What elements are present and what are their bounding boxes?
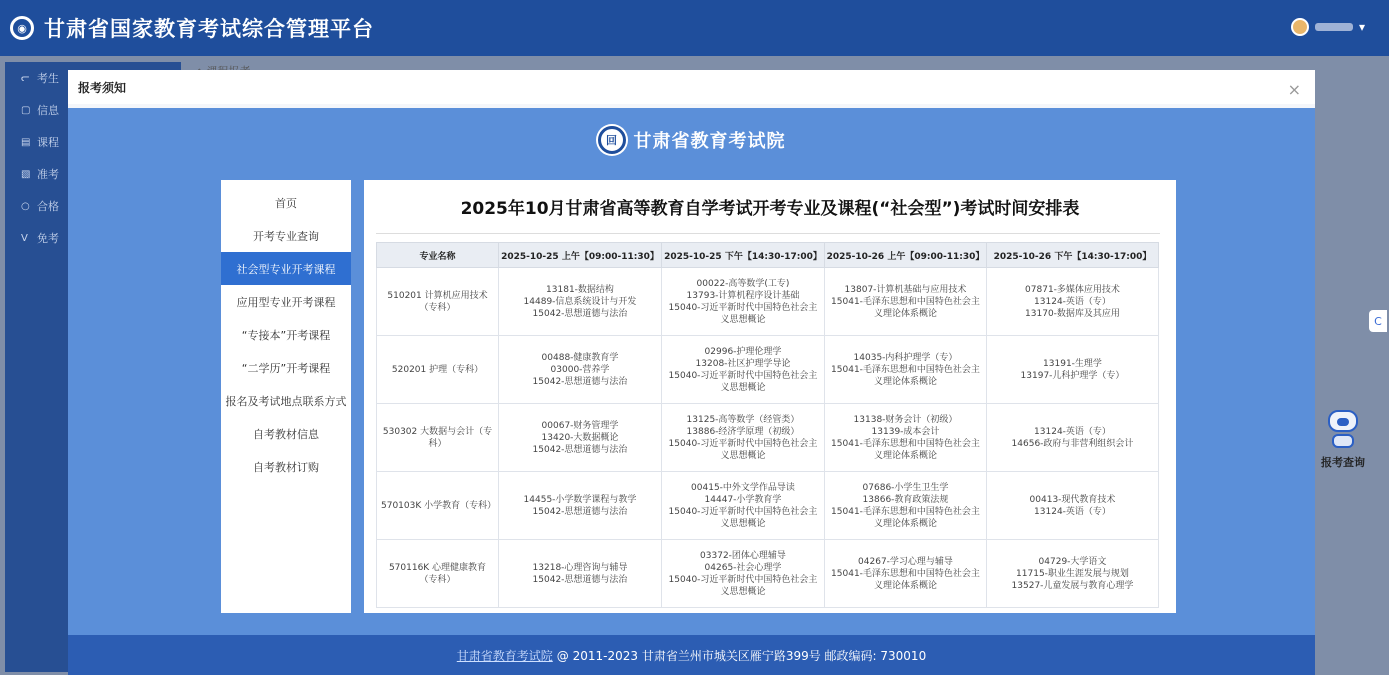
modal-body <box>68 108 1315 675</box>
course-line: 13124-英语（专） <box>1034 426 1111 437</box>
course-line: 15042-思想道德与法治 <box>532 574 628 585</box>
content-panel <box>364 180 1176 613</box>
nav-item[interactable]: 社会型专业开考课程 <box>221 252 351 285</box>
app-header <box>0 0 1389 56</box>
course-line: 13527-儿童发展与教育心理学 <box>1011 580 1134 591</box>
course-line: 00488-健康教育学 <box>541 352 619 363</box>
nav-item[interactable]: “专接本”开考课程 <box>241 328 331 342</box>
course-line: 13197-儿科护理学（专） <box>1020 370 1125 381</box>
course-cell <box>662 268 825 336</box>
course-line: 15040-习近平新时代中国特色社会主义思想概论 <box>668 302 818 325</box>
course-line: 11715-职业生涯发展与规划 <box>1016 568 1129 579</box>
sidebar-item-icon: ▤ <box>21 136 31 148</box>
course-line: 13139-成本会计 <box>871 426 940 437</box>
course-line: 15042-思想道德与法治 <box>532 308 628 319</box>
side-float-tab[interactable]: C <box>1369 310 1387 332</box>
table-header-cell: 2025-10-26 下午【14:30-17:00】 <box>987 243 1159 268</box>
course-line: 13886-经济学原理（初级） <box>686 426 800 437</box>
course-line: 03000-营养学 <box>550 364 610 375</box>
course-line: 15041-毛泽东思想和中国特色社会主义理论体系概论 <box>831 296 980 319</box>
table-row <box>377 268 1159 336</box>
chevron-down-icon: ▾ <box>1358 20 1365 34</box>
notice-modal <box>68 70 1315 675</box>
course-cell <box>662 540 825 608</box>
course-line: 13124-英语（专） <box>1034 296 1111 307</box>
course-line: 15042-思想道德与法治 <box>532 376 628 387</box>
course-cell <box>499 404 662 472</box>
course-line: 07686-小学生卫生学 <box>862 482 949 493</box>
avatar <box>1291 18 1309 36</box>
major-cell: 530302 大数据与会计（专科） <box>377 404 499 472</box>
course-line: 14656-政府与非营利组织会计 <box>1011 438 1134 449</box>
course-cell <box>499 336 662 404</box>
course-cell <box>825 472 987 540</box>
table-header-cell: 专业名称 <box>377 243 499 268</box>
course-line: 04729-大学语文 <box>1038 556 1107 567</box>
emblem-icon: 回 <box>598 126 626 154</box>
footer-text: @ 2011-2023 甘肃省兰州市城关区雁宁路399号 邮政编码: 730010 <box>556 648 927 663</box>
divider <box>376 233 1160 234</box>
course-line: 13181-数据结构 <box>546 284 614 295</box>
course-line: 15040-习近平新时代中国特色社会主义思想概论 <box>668 506 818 529</box>
course-line: 13138-财务会计（初级） <box>853 414 958 425</box>
course-line: 13420-大数据概论 <box>541 432 619 443</box>
course-cell <box>987 472 1159 540</box>
course-line: 14455-小学数学课程与教学 <box>523 494 637 505</box>
sidebar-item-icon: V <box>21 232 28 244</box>
sidebar-item-icon: ○ <box>21 200 30 212</box>
nav-item[interactable]: “二学历”开考课程 <box>241 361 331 375</box>
course-line: 13208-社区护理学导论 <box>695 358 791 369</box>
app-logo-icon: ◉ <box>10 16 34 40</box>
schedule-table <box>376 242 1159 608</box>
sidebar-item-label: 合格 <box>37 200 59 213</box>
nav-item[interactable]: 应用型专业开考课程 <box>236 295 336 309</box>
course-line: 04265-社会心理学 <box>704 562 782 573</box>
robot-label: 报考查询 <box>1321 456 1365 469</box>
footer-link[interactable]: 甘肃省教育考试院 <box>456 648 553 663</box>
course-line: 14489-信息系统设计与开发 <box>523 296 637 307</box>
course-cell <box>499 540 662 608</box>
course-line: 00022-高等数学(工专) <box>696 278 790 289</box>
sidebar-item-icon: ▧ <box>21 168 31 180</box>
course-line: 13125-高等数学（经管类） <box>686 414 800 425</box>
robot-assistant[interactable] <box>1311 410 1375 470</box>
course-line: 15041-毛泽东思想和中国特色社会主义理论体系概论 <box>831 568 980 591</box>
sidebar-item-icon: ᓕ <box>21 72 30 84</box>
course-line: 02996-护理伦理学 <box>704 346 782 357</box>
course-line: 00067-财务管理学 <box>541 420 619 431</box>
course-cell <box>825 268 987 336</box>
course-cell <box>987 268 1159 336</box>
footer <box>68 635 1315 675</box>
table-row <box>377 472 1159 540</box>
sidebar-item-label: 课程 <box>37 136 59 149</box>
course-line: 15040-习近平新时代中国特色社会主义思想概论 <box>668 438 818 461</box>
course-line: 13170-数据库及其应用 <box>1025 308 1120 319</box>
major-cell: 570103K 小学教育（专科） <box>377 472 499 540</box>
table-row <box>377 404 1159 472</box>
nav-item[interactable]: 自考教材订购 <box>253 460 319 474</box>
course-line: 15041-毛泽东思想和中国特色社会主义理论体系概论 <box>831 438 980 461</box>
left-nav <box>221 180 351 613</box>
course-cell <box>662 404 825 472</box>
sidebar-item-label: 考生 <box>37 72 59 85</box>
nav-item[interactable]: 报名及考试地点联系方式 <box>225 394 347 408</box>
course-cell <box>662 472 825 540</box>
sidebar-item-label: 信息 <box>37 104 59 117</box>
major-cell: 510201 计算机应用技术（专科） <box>377 268 499 336</box>
robot-icon <box>1325 410 1361 450</box>
course-line: 13807-计算机基础与应用技术 <box>844 284 967 295</box>
course-line: 15042-思想道德与法治 <box>532 506 628 517</box>
course-line: 13218-心理咨询与辅导 <box>532 562 628 573</box>
course-line: 04267-学习心理与辅导 <box>858 556 953 567</box>
table-row <box>377 540 1159 608</box>
course-line: 13191-生理学 <box>1043 358 1102 369</box>
modal-header <box>68 70 1315 104</box>
sidebar-item-label: 免考 <box>37 232 59 245</box>
course-line: 14035-内科护理学（专） <box>853 352 958 363</box>
course-cell <box>662 336 825 404</box>
close-icon[interactable]: × <box>1287 80 1301 99</box>
course-line: 15041-毛泽东思想和中国特色社会主义理论体系概论 <box>831 364 980 387</box>
course-line: 13793-计算机程序设计基础 <box>686 290 800 301</box>
course-line: 03372-团体心理辅导 <box>700 550 786 561</box>
course-line: 15042-思想道德与法治 <box>532 444 628 455</box>
course-cell <box>499 472 662 540</box>
course-line: 14447-小学教育学 <box>704 494 782 505</box>
major-cell: 520201 护理（专科） <box>377 336 499 404</box>
course-line: 07871-多媒体应用技术 <box>1025 284 1120 295</box>
page-title: 2025年10月甘肃省高等教育自学考试开考专业及课程(“社会型”)考试时间安排表 <box>460 199 1080 219</box>
institution-header <box>68 126 1315 154</box>
course-cell <box>825 336 987 404</box>
course-cell <box>987 336 1159 404</box>
course-cell <box>499 268 662 336</box>
app-title: 甘肃省国家教育考试综合管理平台 <box>44 17 374 41</box>
table-header-cell: 2025-10-25 上午【09:00-11:30】 <box>499 243 662 268</box>
course-line: 13124-英语（专） <box>1034 506 1111 517</box>
sidebar-item-label: 准考 <box>37 168 59 181</box>
institution-name: 甘肃省教育考试院 <box>633 131 786 152</box>
user-menu[interactable] <box>1291 18 1365 36</box>
course-line: 15040-习近平新时代中国特色社会主义思想概论 <box>668 370 818 393</box>
course-cell <box>825 404 987 472</box>
course-line: 00413-现代教育技术 <box>1029 494 1116 505</box>
sidebar-item-icon: ▢ <box>21 104 31 116</box>
table-header-cell: 2025-10-26 上午【09:00-11:30】 <box>825 243 987 268</box>
modal-title: 报考须知 <box>78 80 127 95</box>
course-cell <box>987 404 1159 472</box>
course-cell <box>825 540 987 608</box>
nav-item[interactable]: 开考专业查询 <box>253 229 319 243</box>
user-name-blurred <box>1315 23 1353 31</box>
course-line: 00415-中外文学作品导读 <box>691 482 795 493</box>
table-header-row <box>377 243 1159 268</box>
course-line: 15041-毛泽东思想和中国特色社会主义理论体系概论 <box>831 506 980 529</box>
major-cell: 570116K 心理健康教育（专科） <box>377 540 499 608</box>
nav-item[interactable]: 自考教材信息 <box>253 427 319 441</box>
table-header-cell: 2025-10-25 下午【14:30-17:00】 <box>662 243 825 268</box>
course-cell <box>987 540 1159 608</box>
nav-item[interactable]: 首页 <box>275 196 297 210</box>
table-row <box>377 336 1159 404</box>
course-line: 15040-习近平新时代中国特色社会主义思想概论 <box>668 574 818 597</box>
course-line: 13866-教育政策法规 <box>862 494 949 505</box>
